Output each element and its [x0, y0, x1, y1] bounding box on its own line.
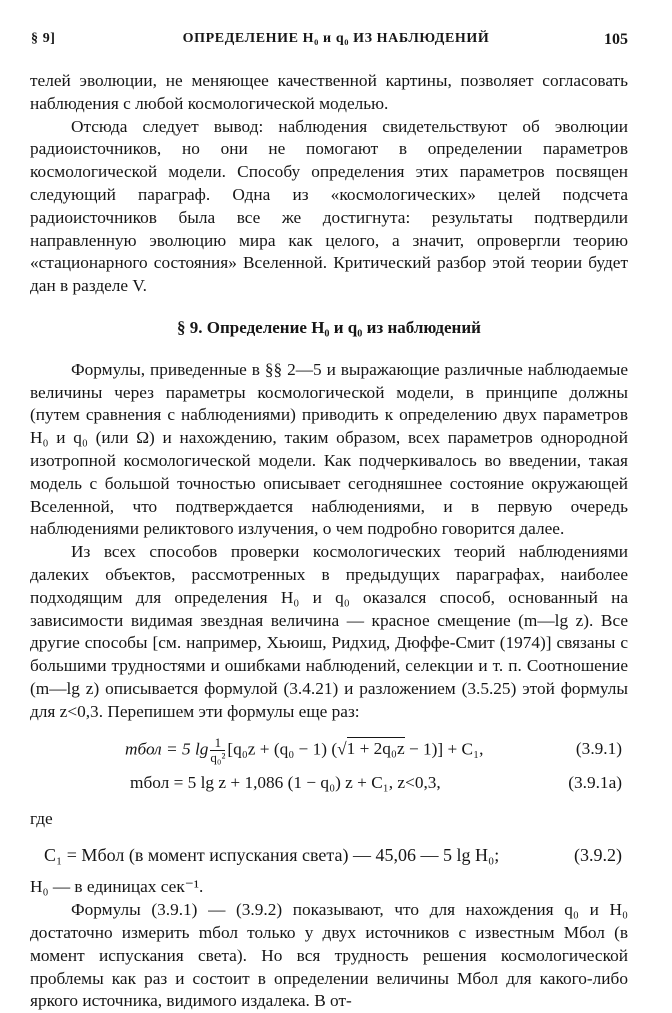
eq1-fraction: $\frac{1}{\text{q₀²}}$	[210, 734, 226, 765]
eq1-lhs: mбол = 5 lg	[125, 738, 209, 758]
equation-3-9-1: mбол = 5 lg $\frac{1}{\text{q₀²}}$ [q₀z + (q₀ − 1) (√1 + 2q₀z − 1)] + C₁, (3.9.1)	[125, 734, 622, 765]
units-note: H₀ — в единицах сек⁻¹.	[30, 877, 204, 897]
page-body	[30, 70, 628, 1013]
paragraph-continuation: телей эволюции, не меняющее качественной картины, позволяет согласовать наблюдения с любой космологической моделью.	[30, 71, 628, 113]
running-head-section: § 9]	[31, 31, 56, 46]
eq2-body: C₁ = Mбол (в момент испускания света) — 45,06 — 5 lg H₀;	[44, 845, 500, 866]
paragraph-final: Формулы (3.9.1) — (3.9.2) показывают, что для нахождения q₀ и H₀ достаточно измерить mбол только у двух источников с известным Mбол (в момент испускания света). Но вся трудность решения космологической проблемы как раз и состоит в определении величины Mбол для какого-либо яркого источника, видимого издалека. В от-	[30, 900, 628, 1011]
eq1-rhs-a: [q₀z + (q₀ − 1) (	[227, 738, 338, 758]
eq1-sqrt: 1 + 2q₀z	[346, 738, 405, 758]
where-word: где	[30, 808, 53, 828]
eq1-label: (3.9.1)	[575, 738, 622, 758]
eq1a-label: (3.9.1а)	[568, 772, 622, 792]
paragraph-conclusion: Отсюда следует вывод: наблюдения свидетельствуют об эволюции радиоисточников, но они не помогают в определении параметров космологической модели. Способу определения этих параметров посвящен следующий параграф. Одна из «космологических» целей подсчета радиоисточников была все же достигнута: результаты подтвердили направленную эволюцию мира как целого, а значит, опровергли теорию «стационарного состояния» Вселенной. Критический разбор этой теории будет дан в разделе V.	[30, 116, 628, 296]
eq1-rhs-b: − 1)] + C₁,	[404, 738, 484, 758]
running-head-title: ОПРЕДЕЛЕНИЕ H₀ и q₀ ИЗ НАБЛЮДЕНИЙ	[182, 31, 490, 46]
equation-3-9-1a	[30, 768, 628, 804]
section-heading: § 9. Определение H₀ и q₀ из наблюдений	[177, 317, 481, 337]
eq1a-body: mбол = 5 lg z + 1,086 (1 − q₀) z + C₁, z<0,3,	[130, 772, 441, 792]
equation-3-9-2	[30, 836, 628, 870]
paragraph-methods: Из всех способов проверки космологических теорий наблюдениями далеких объектов, рассмотренных в предыдущих параграфах, наиболее подходящим для определения H₀ и q₀ оказался способ, основанный на зависимости видимая звездная величина — красное смещение (m—lg z). Все другие способы [см. например, Хьюиш, Ридхид, Дюффе-Смит (1974)] связаны с большими трудностями и ошибками наблюдений, селекции и т. п. Соотношение (m—lg z) описывается формулой (3.4.21) и разложением (3.5.25) этой формулы для z<0,3. Перепишем эти формулы еще раз:	[30, 542, 628, 721]
page-number: 105	[604, 31, 628, 48]
eq2-label: (3.9.2)	[574, 845, 622, 866]
paragraph-formulas-intro: Формулы, приведенные в §§ 2—5 и выражающие различные наблюдаемые величины через параметры космологической модели, в принципе должны (путем сравнения с наблюдениями) приводить к определению двух параметров H₀ и q₀ (или Ω) и нахождению, таким образом, всех параметров однородной изотропной космологической модели. Как подчеркивалось во введении, такая модель с большой точностью описывает сегодняшнее состояние окружающей Вселенной, что подтверждается наблюдениями, и в первую очередь наблюдениями реликтового излучения, о чем подробно говорится далее.	[30, 359, 628, 539]
